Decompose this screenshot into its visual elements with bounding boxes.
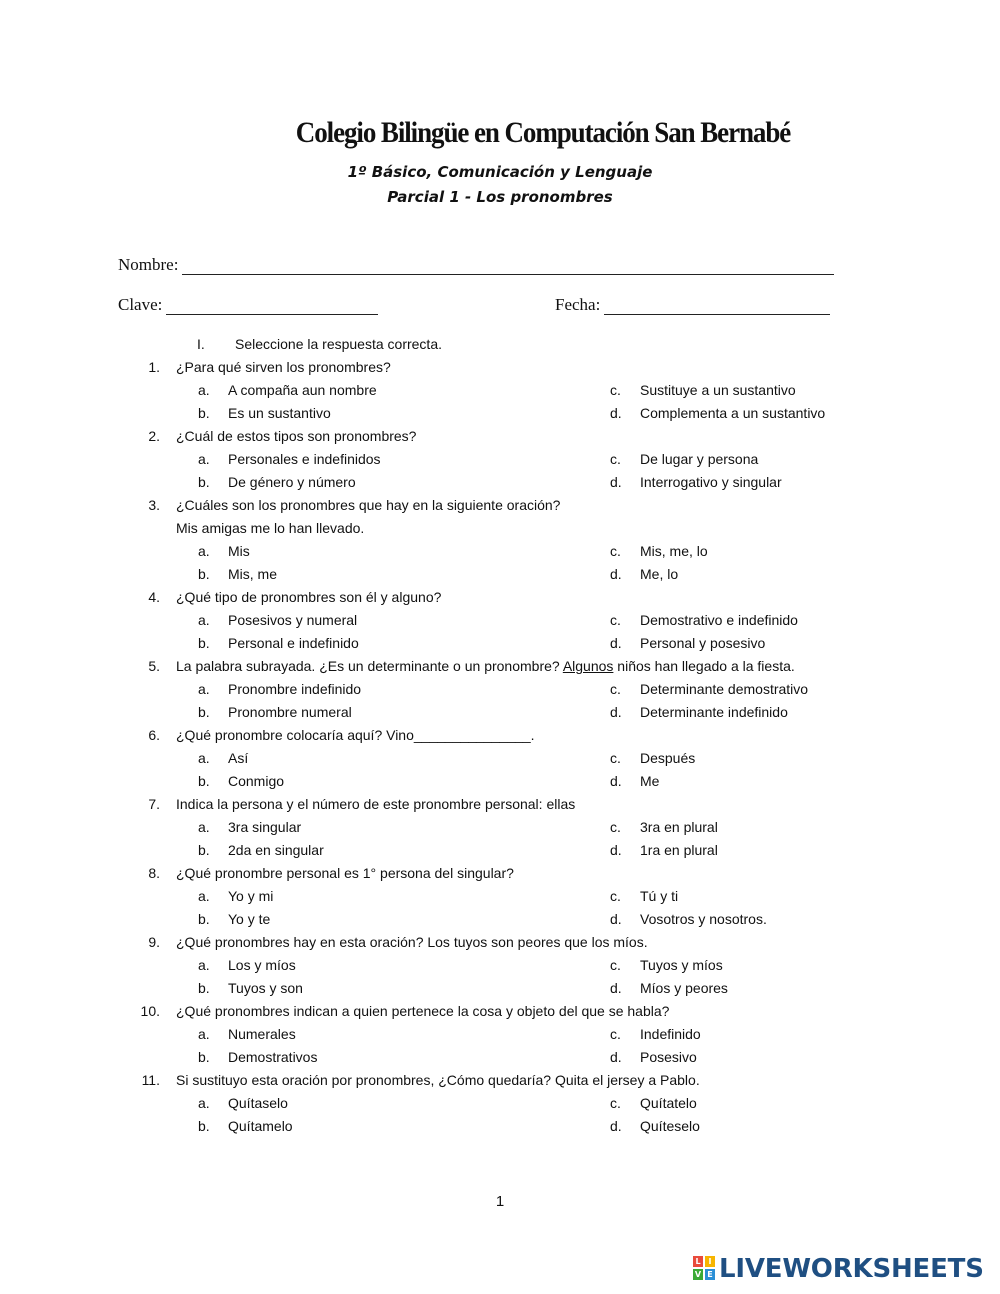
question-text: ¿Cuáles son los pronombres que hay en la siguiente oración? bbox=[176, 497, 561, 513]
option-text: Los y míos bbox=[228, 957, 296, 973]
clave-label: Clave: bbox=[118, 295, 163, 314]
option-letter: b. bbox=[198, 980, 210, 996]
option-letter: c. bbox=[610, 681, 621, 697]
option-text: Conmigo bbox=[228, 773, 285, 789]
option-letter: b. bbox=[198, 842, 210, 858]
option-letter: d. bbox=[610, 1118, 622, 1134]
option-text: Interrogativo y singular bbox=[640, 474, 782, 490]
logo-text: LIVEWORKSHEETS bbox=[719, 1254, 984, 1284]
option-text: Demostrativos bbox=[228, 1049, 318, 1065]
option-letter: b. bbox=[198, 474, 210, 490]
option-text: Personales e indefinidos bbox=[228, 451, 381, 467]
option-letter: a. bbox=[198, 543, 210, 559]
example-text: Mis amigas me lo han llevado. bbox=[176, 520, 365, 536]
liveworksheets-logo bbox=[693, 1254, 984, 1284]
option-text: De lugar y persona bbox=[640, 451, 759, 467]
option-text: Complementa a un sustantivo bbox=[640, 405, 826, 421]
option-text: Quítaselo bbox=[228, 1095, 288, 1111]
question-text: ¿Qué pronombre personal es 1° persona del singular? bbox=[176, 865, 514, 881]
option-text: Después bbox=[640, 750, 696, 766]
option-letter: a. bbox=[198, 681, 210, 697]
option-letter: c. bbox=[610, 382, 621, 398]
option-text: Quíteselo bbox=[640, 1118, 700, 1134]
fecha-label: Fecha: bbox=[555, 295, 601, 314]
clave-blank[interactable] bbox=[166, 300, 378, 315]
page-number: 1 bbox=[495, 1193, 505, 1210]
question-number: 10. bbox=[140, 1003, 160, 1019]
clave-field[interactable] bbox=[118, 295, 378, 315]
option-letter: d. bbox=[610, 1049, 622, 1065]
question-number: 2. bbox=[148, 428, 160, 444]
option-text: Yo y te bbox=[228, 911, 271, 927]
option-letter: d. bbox=[610, 704, 622, 720]
option-text: Me bbox=[640, 773, 660, 789]
question-number: 11. bbox=[141, 1072, 160, 1088]
logo-tile: I bbox=[705, 1256, 715, 1267]
question-text bbox=[176, 655, 795, 677]
option-text: Es un sustantivo bbox=[228, 405, 331, 421]
option-text: Pronombre indefinido bbox=[228, 681, 362, 697]
option-letter: c. bbox=[610, 957, 621, 973]
question-number: 5. bbox=[148, 658, 160, 674]
question-number: 9. bbox=[148, 934, 160, 950]
option-letter: c. bbox=[610, 1095, 621, 1111]
option-letter: a. bbox=[198, 888, 210, 904]
option-text: Indefinido bbox=[640, 1026, 701, 1042]
option-text: Yo y mi bbox=[228, 888, 274, 904]
option-text: A compaña aun nombre bbox=[228, 382, 377, 398]
option-text: 3ra en plural bbox=[640, 819, 718, 835]
option-letter: b. bbox=[198, 566, 210, 582]
option-text: Tuyos y míos bbox=[640, 957, 723, 973]
option-text: Me, lo bbox=[640, 566, 679, 582]
option-letter: d. bbox=[610, 566, 622, 582]
option-letter: b. bbox=[198, 773, 210, 789]
option-letter: a. bbox=[198, 1095, 210, 1111]
option-text: Mis bbox=[228, 543, 250, 559]
option-text: Así bbox=[228, 750, 249, 766]
logo-tile: E bbox=[705, 1269, 715, 1280]
option-text: 1ra en plural bbox=[640, 842, 718, 858]
option-letter: d. bbox=[610, 980, 622, 996]
option-text: Tú y ti bbox=[640, 888, 679, 904]
option-letter: a. bbox=[198, 382, 210, 398]
question-number: 4. bbox=[148, 589, 160, 605]
option-text: 3ra singular bbox=[228, 819, 302, 835]
option-letter: c. bbox=[610, 612, 621, 628]
option-text: 2da en singular bbox=[228, 842, 324, 858]
logo-tile: L bbox=[693, 1256, 703, 1267]
option-letter: d. bbox=[610, 635, 622, 651]
option-text: Quítamelo bbox=[228, 1118, 293, 1134]
option-letter: b. bbox=[198, 704, 210, 720]
exam-subtitle: Parcial 1 - Los pronombres bbox=[387, 188, 613, 206]
question-text-part: La palabra subrayada. ¿Es un determinante o un pronombre? bbox=[176, 658, 563, 674]
question-text: Si sustituyo esta oración por pronombres, ¿Cómo quedaría? Quita el jersey a Pablo. bbox=[176, 1072, 700, 1088]
option-text: Personal e indefinido bbox=[228, 635, 359, 651]
option-letter: b. bbox=[198, 1118, 210, 1134]
option-letter: d. bbox=[610, 773, 622, 789]
question-text-part: niños han llegado a la fiesta. bbox=[613, 658, 795, 674]
liveworksheets-logo-icon bbox=[693, 1256, 717, 1282]
question-text: ¿Qué pronombres hay en esta oración? Los tuyos son peores que los míos. bbox=[176, 934, 648, 950]
option-letter: b. bbox=[198, 405, 210, 421]
option-letter: c. bbox=[610, 819, 621, 835]
option-letter: c. bbox=[610, 1026, 621, 1042]
option-text: Tuyos y son bbox=[228, 980, 303, 996]
question-number: 3. bbox=[148, 497, 160, 513]
option-text: Sustituye a un sustantivo bbox=[640, 382, 796, 398]
question-text: Indica la persona y el número de este pronombre personal: ellas bbox=[176, 796, 576, 812]
option-letter: a. bbox=[198, 819, 210, 835]
option-text: Personal y posesivo bbox=[640, 635, 766, 651]
option-letter: a. bbox=[198, 957, 210, 973]
option-letter: b. bbox=[198, 911, 210, 927]
option-letter: d. bbox=[610, 911, 622, 927]
question-number: 6. bbox=[148, 727, 160, 743]
option-text: De género y número bbox=[228, 474, 356, 490]
nombre-label: Nombre: bbox=[118, 255, 179, 274]
option-letter: c. bbox=[610, 750, 621, 766]
option-text: Mis, me bbox=[228, 566, 277, 582]
fecha-field[interactable] bbox=[555, 295, 830, 315]
nombre-blank[interactable] bbox=[182, 260, 834, 275]
option-text: Vosotros y nosotros. bbox=[640, 911, 767, 927]
question-text: ¿Cuál de estos tipos son pronombres? bbox=[176, 428, 417, 444]
option-text: Posesivos y numeral bbox=[228, 612, 358, 628]
option-text: Quítatelo bbox=[640, 1095, 697, 1111]
section-number: I. bbox=[197, 336, 205, 352]
option-letter: c. bbox=[610, 888, 621, 904]
option-letter: c. bbox=[610, 451, 621, 467]
option-letter: d. bbox=[610, 474, 622, 490]
question-text: ¿Para qué sirven los pronombres? bbox=[176, 359, 391, 375]
question-number: 8. bbox=[148, 865, 160, 881]
option-letter: a. bbox=[198, 612, 210, 628]
nombre-field[interactable] bbox=[118, 255, 834, 275]
option-letter: c. bbox=[610, 543, 621, 559]
underlined-word: Algunos bbox=[562, 658, 614, 674]
option-text: Numerales bbox=[228, 1026, 296, 1042]
option-text: Míos y peores bbox=[640, 980, 728, 996]
question-text: ¿Qué tipo de pronombres son él y alguno? bbox=[176, 589, 442, 605]
fecha-blank[interactable] bbox=[604, 300, 830, 315]
section-instruction: Seleccione la respuesta correcta. bbox=[235, 336, 442, 352]
option-text: Pronombre numeral bbox=[228, 704, 352, 720]
option-letter: d. bbox=[610, 405, 622, 421]
question-text: ¿Qué pronombre colocaría aquí? Vino_______________. bbox=[176, 727, 535, 743]
option-letter: b. bbox=[198, 635, 210, 651]
question-number: 7. bbox=[148, 796, 160, 812]
school-title: Colegio Bilingüe en Computación San Bernabé bbox=[295, 116, 791, 149]
option-letter: a. bbox=[198, 750, 210, 766]
option-text: Determinante demostrativo bbox=[640, 681, 809, 697]
question-number: 1. bbox=[148, 359, 160, 375]
option-letter: b. bbox=[198, 1049, 210, 1065]
option-text: Posesivo bbox=[640, 1049, 697, 1065]
option-text: Determinante indefinido bbox=[640, 704, 788, 720]
option-text: Mis, me, lo bbox=[640, 543, 708, 559]
option-letter: a. bbox=[198, 1026, 210, 1042]
grade-subtitle: 1º Básico, Comunicación y Lenguaje bbox=[347, 163, 653, 181]
logo-tile: V bbox=[694, 1270, 702, 1279]
option-letter: a. bbox=[198, 451, 210, 467]
question-text: ¿Qué pronombres indican a quien pertenece la cosa y objeto del que se habla? bbox=[176, 1003, 670, 1019]
option-letter: d. bbox=[610, 842, 622, 858]
option-text: Demostrativo e indefinido bbox=[640, 612, 798, 628]
